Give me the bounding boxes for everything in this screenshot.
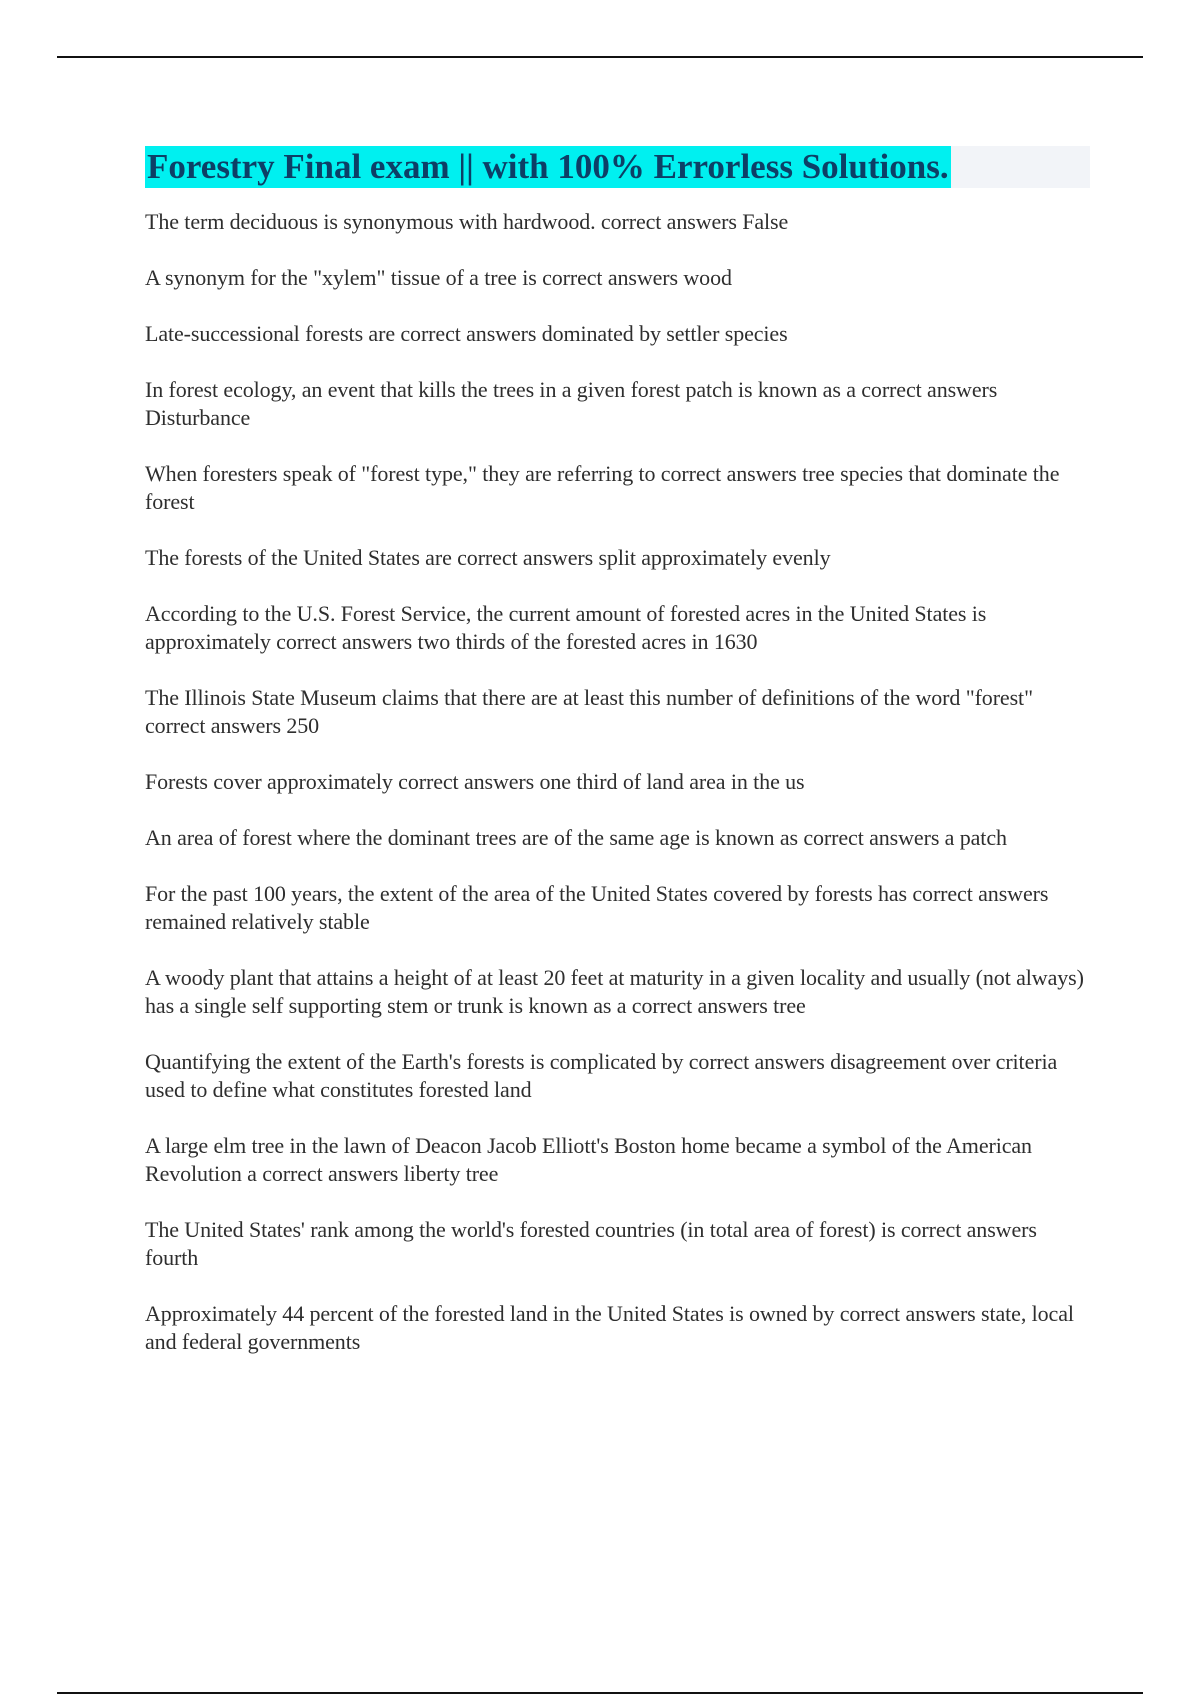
title-row xyxy=(145,146,1090,188)
qa-item-16: Approximately 44 percent of the forested land in the United States is owned by correct answers state, local and federal governments xyxy=(145,1301,1074,1354)
qa-item-12: A woody plant that attains a height of at least 20 feet at maturity in a given locality and usually (not always) has a single self supporting stem or trunk is known as a correct answers tree xyxy=(145,965,1084,1018)
bottom-rule xyxy=(57,1692,1143,1694)
document-body xyxy=(145,146,1090,1384)
qa-item-11: For the past 100 years, the extent of the area of the United States covered by forests has correct answers remained relatively stable xyxy=(145,881,1049,934)
qa-item-14: A large elm tree in the lawn of Deacon Jacob Elliott's Boston home became a symbol of the American Revolution a correct answers liberty tree xyxy=(145,1133,1032,1186)
top-rule xyxy=(57,56,1143,58)
qa-item-3: Late-successional forests are correct answers dominated by settler species xyxy=(145,321,788,346)
qa-item-1: The term deciduous is synonymous with hardwood. correct answers False xyxy=(145,209,789,234)
qa-item-5: When foresters speak of "forest type," they are referring to correct answers tree species that dominate the forest xyxy=(145,461,1060,514)
qa-item-13: Quantifying the extent of the Earth's forests is complicated by correct answers disagreement over criteria used to define what constitutes forested land xyxy=(145,1049,1058,1102)
qa-item-9: Forests cover approximately correct answers one third of land area in the us xyxy=(145,769,805,794)
qa-item-8: The Illinois State Museum claims that there are at least this number of definitions of the word "forest" correct answers 250 xyxy=(145,685,1033,738)
qa-item-6: The forests of the United States are correct answers split approximately evenly xyxy=(145,545,831,570)
qa-item-15: The United States' rank among the world's forested countries (in total area of forest) is correct answers fourth xyxy=(145,1217,1037,1270)
document-title: Forestry Final exam || with 100% Errorless Solutions. xyxy=(147,147,949,186)
qa-item-4: In forest ecology, an event that kills the trees in a given forest patch is known as a correct answers Disturbance xyxy=(145,377,998,430)
qa-item-10: An area of forest where the dominant trees are of the same age is known as correct answers a patch xyxy=(145,825,1007,850)
qa-item-2: A synonym for the "xylem" tissue of a tree is correct answers wood xyxy=(145,265,732,290)
qa-item-7: According to the U.S. Forest Service, the current amount of forested acres in the United States is approximately correct answers two thirds of the forested acres in 1630 xyxy=(145,601,987,654)
